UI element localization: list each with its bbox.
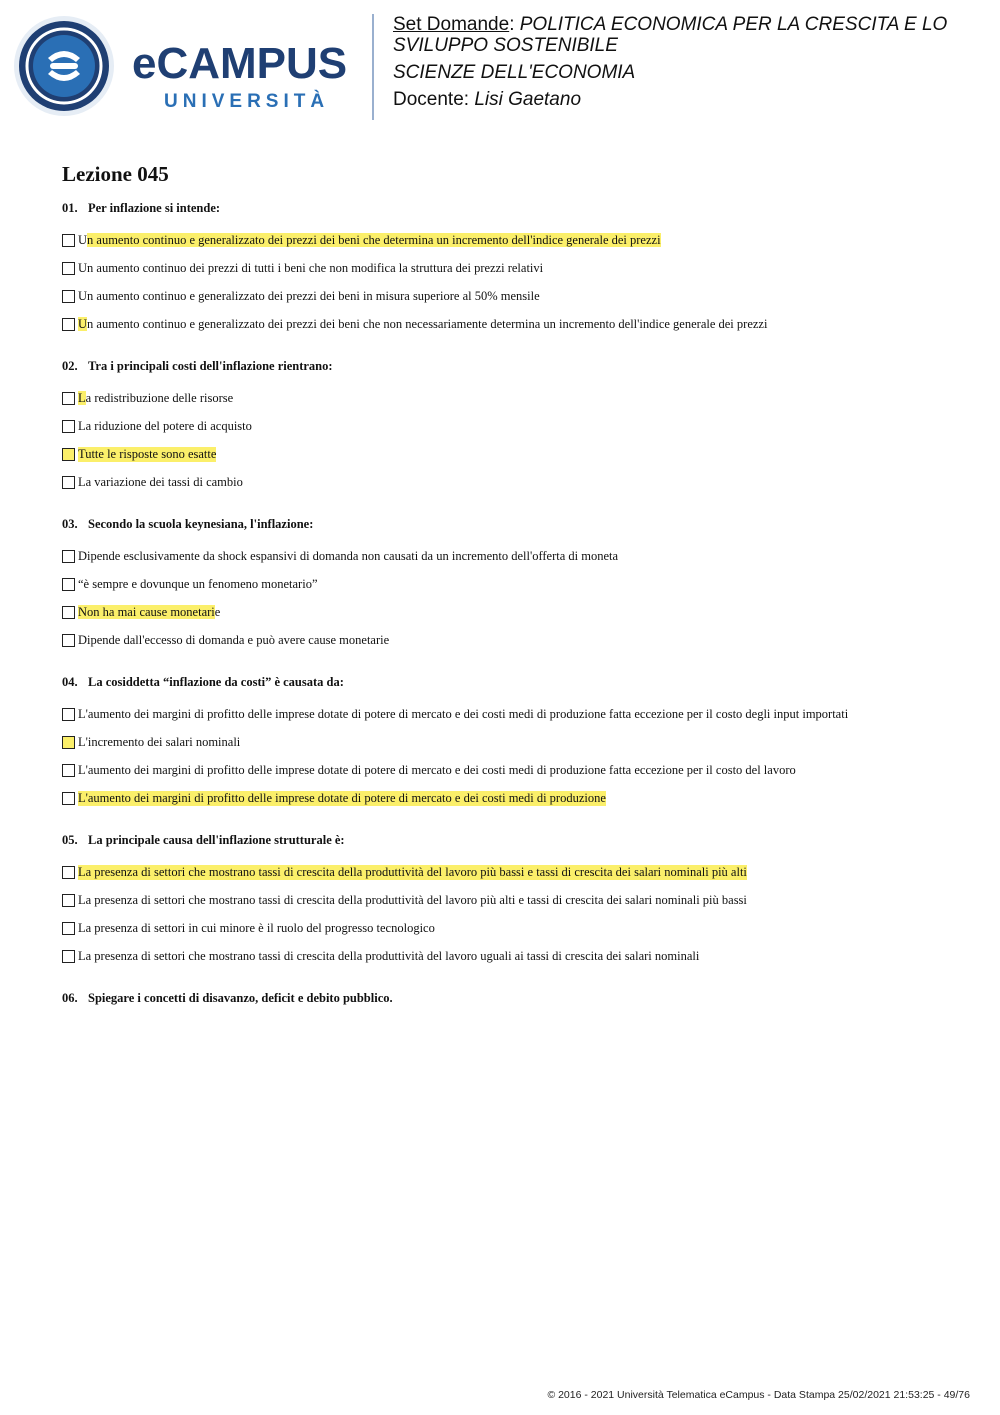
answer-option: [62, 886, 942, 914]
page-footer: © 2016 - 2021 Università Telematica eCampus - Data Stampa 25/02/2021 21:53:25 - 49/76: [547, 1389, 970, 1401]
answer-checkbox[interactable]: [62, 894, 75, 907]
question-text: 04. La cosiddetta “inflazione da costi” è causata da:: [62, 675, 344, 689]
answer-option: [62, 384, 942, 412]
answer-option: [62, 570, 942, 598]
answer-option: [62, 756, 942, 784]
answer-checkbox[interactable]: [62, 550, 75, 563]
question-04: [62, 674, 942, 812]
answer-checkbox[interactable]: [62, 448, 75, 461]
answer-option: [62, 310, 942, 338]
answer-option: [62, 728, 942, 756]
answer-checkbox[interactable]: [62, 866, 75, 879]
svg-text:eCAMPUS: eCAMPUS: [132, 39, 348, 88]
question-text: 01. Per inflazione si intende:: [62, 201, 221, 215]
answer-text: Dipende esclusivamente da shock espansivi di domanda non causati da un incremento dell'offerta di moneta: [78, 548, 619, 563]
answer-text: L'aumento dei margini di profitto delle imprese dotate di potere di mercato e dei costi medi di produzione fatta eccezione per il costo del lavoro: [78, 762, 796, 777]
answer-checkbox[interactable]: [62, 792, 75, 805]
answer-checkbox[interactable]: [62, 578, 75, 591]
answer-checkbox[interactable]: [62, 634, 75, 647]
answer-text: L'aumento dei margini di profitto delle imprese dotate di potere di mercato e dei costi medi di produzione fatta eccezione per il costo degli input importati: [78, 706, 849, 721]
highlight-mark: U: [78, 316, 88, 331]
docente-label: Docente:: [393, 89, 470, 110]
docente-name: Lisi Gaetano: [474, 89, 582, 110]
answer-option: [62, 914, 942, 942]
answer-text: Non ha mai cause monetarie: [78, 604, 221, 619]
answer-text: Un aumento continuo e generalizzato dei prezzi dei beni che determina un incremento dell'indice generale dei prezzi: [78, 232, 661, 247]
answer-checkbox[interactable]: [62, 476, 75, 489]
answer-checkbox[interactable]: [62, 262, 75, 275]
answer-option: [62, 542, 942, 570]
answer-option: [62, 440, 942, 468]
answer-option: [62, 254, 942, 282]
answer-checkbox[interactable]: [62, 290, 75, 303]
svg-text:UNIVERSITÀ: UNIVERSITÀ: [164, 91, 330, 112]
highlight-mark: n aumento continuo e generalizzato dei prezzi dei beni che determina un incremento dell'indice generale dei prezzi: [87, 232, 661, 247]
answer-checkbox[interactable]: [62, 420, 75, 433]
answer-text: La variazione dei tassi di cambio: [78, 474, 243, 489]
lesson-title: Lezione 045: [62, 162, 169, 186]
question-text: 03. Secondo la scuola keynesiana, l'inflazione:: [62, 517, 314, 531]
answer-text: La presenza di settori in cui minore è il ruolo del progresso tecnologico: [78, 920, 435, 935]
set-label: Set Domande: [393, 14, 510, 35]
answer-checkbox[interactable]: [62, 950, 75, 963]
question-05: [62, 832, 942, 970]
answer-text: Un aumento continuo dei prezzi di tutti i beni che non modifica la struttura dei prezzi relativi: [78, 260, 544, 275]
set-title: Set Domande: POLITICA ECONOMICA PER LA CRESCITA E LO: [393, 14, 948, 35]
answer-checkbox[interactable]: [62, 606, 75, 619]
answer-text: Dipende dall'eccesso di domanda e può avere cause monetarie: [78, 632, 390, 647]
answer-checkbox[interactable]: [62, 392, 75, 405]
answer-text: L'incremento dei salari nominali: [78, 734, 241, 749]
question-01: [62, 200, 942, 338]
question-text: 02. Tra i principali costi dell'inflazione rientrano:: [62, 359, 333, 373]
header-info: [393, 14, 983, 110]
answer-option: [62, 784, 942, 812]
answer-option: [62, 942, 942, 970]
answer-text-highlighted: L'aumento dei margini di profitto delle imprese dotate di potere di mercato e dei costi medi di produzione: [78, 790, 606, 805]
question-text: 05. La principale causa dell'inflazione strutturale è:: [62, 833, 345, 847]
answer-option: [62, 282, 942, 310]
docente: [393, 89, 983, 110]
answer-checkbox[interactable]: [62, 736, 75, 749]
lesson-content: [62, 160, 942, 1026]
answer-text: Un aumento continuo e generalizzato dei prezzi dei beni in misura superiore al 50% mensile: [78, 288, 540, 303]
answer-option: [62, 858, 942, 886]
answer-text: La presenza di settori che mostrano tassi di crescita della produttività del lavoro più alti e tassi di crescita dei salari nominali più bassi: [78, 892, 747, 907]
answer-text: La redistribuzione delle risorse: [78, 390, 234, 405]
answer-text: “è sempre e dovunque un fenomeno monetario”: [78, 576, 318, 591]
set-title-line2: SVILUPPO SOSTENIBILE: [393, 35, 618, 56]
answer-checkbox[interactable]: [62, 764, 75, 777]
header-divider: [372, 14, 374, 120]
faculty: SCIENZE DELL'ECONOMIA: [393, 62, 636, 83]
answer-option: [62, 468, 942, 496]
answer-text: Un aumento continuo e generalizzato dei prezzi dei beni che non necessariamente determina un incremento dell'indice generale dei prezzi: [78, 316, 768, 331]
set-title-line1: POLITICA ECONOMICA PER LA CRESCITA E LO: [519, 14, 948, 35]
question-02: [62, 358, 942, 496]
answer-checkbox[interactable]: [62, 318, 75, 331]
question-06: [62, 990, 942, 1006]
answer-option: [62, 412, 942, 440]
ecampus-logo: [14, 14, 354, 118]
highlight-mark: L: [78, 390, 86, 405]
answer-checkbox[interactable]: [62, 234, 75, 247]
answer-option: [62, 598, 942, 626]
page-header: [0, 0, 1000, 130]
answer-text: La riduzione del potere di acquisto: [78, 418, 252, 433]
answer-checkbox[interactable]: [62, 708, 75, 721]
answer-option: [62, 626, 942, 654]
question-03: [62, 516, 942, 654]
answer-checkbox[interactable]: [62, 922, 75, 935]
answer-text-highlighted: La presenza di settori che mostrano tassi di crescita della produttività del lavoro più bassi e tassi di crescita dei salari nominali più alti: [78, 864, 747, 879]
answer-text-highlighted: Tutte le risposte sono esatte: [78, 446, 217, 461]
question-text: 06. Spiegare i concetti di disavanzo, deficit e debito pubblico.: [62, 991, 393, 1005]
highlight-mark: Non ha mai cause monetari: [78, 604, 215, 619]
answer-text: La presenza di settori che mostrano tassi di crescita della produttività del lavoro uguali ai tassi di crescita dei salari nominali: [78, 948, 700, 963]
answer-option: [62, 226, 942, 254]
answer-option: [62, 700, 942, 728]
